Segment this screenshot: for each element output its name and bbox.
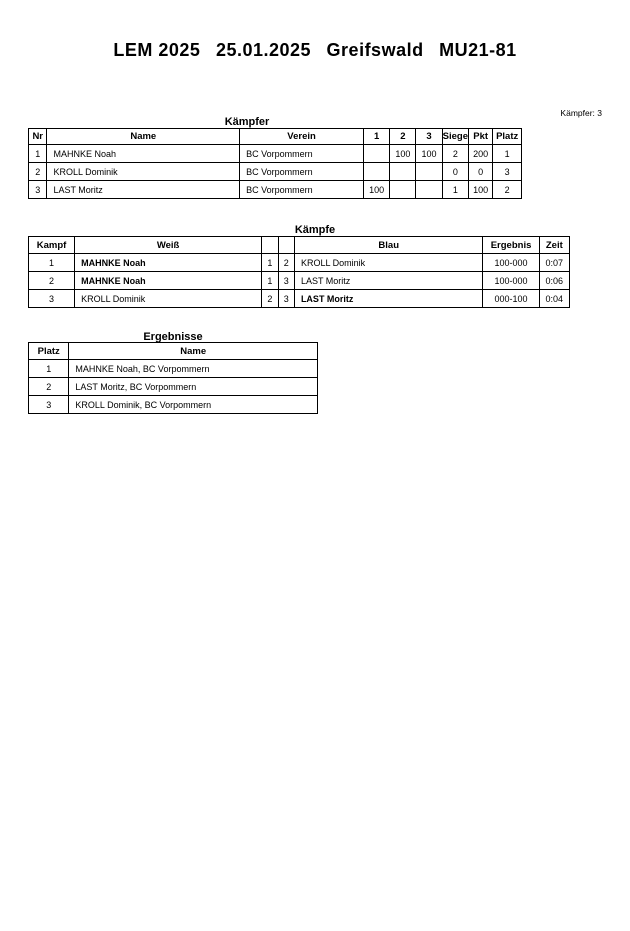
cell-nr: 3: [29, 181, 47, 199]
cell-weiss: MAHNKE Noah: [75, 272, 262, 290]
cell-name: MAHNKE Noah, BC Vorpommern: [69, 360, 318, 378]
event-category: MU21-81: [439, 40, 517, 60]
cell-zeit: 0:04: [539, 290, 569, 308]
col-round-3: 3: [416, 129, 442, 145]
col-weiss-nr: [262, 237, 278, 254]
table-row: [29, 360, 318, 378]
cell-blau-nr: 3: [278, 290, 294, 308]
col-name: Name: [69, 343, 318, 360]
cell-r2: [390, 181, 416, 199]
col-blau-nr: [278, 237, 294, 254]
table-row: [29, 181, 522, 199]
page-title: [0, 40, 630, 61]
event-date: 25.01.2025: [215, 40, 312, 60]
cell-pkt: 100: [469, 181, 493, 199]
cell-r3: [416, 181, 442, 199]
col-round-2: 2: [390, 129, 416, 145]
cell-siege: 0: [442, 163, 468, 181]
table-header-row: [29, 129, 522, 145]
col-verein: Verein: [240, 129, 364, 145]
cell-blau: LAST Moritz: [294, 272, 483, 290]
cell-name: LAST Moritz: [47, 181, 240, 199]
cell-blau: KROLL Dominik: [294, 254, 483, 272]
cell-platz: 3: [493, 163, 522, 181]
table-header-row: [29, 343, 318, 360]
table-row: [29, 378, 318, 396]
cell-name: KROLL Dominik: [47, 163, 240, 181]
cell-ergebnis: 100-000: [483, 254, 539, 272]
event-name: LEM 2025: [113, 40, 201, 60]
table-row: [29, 396, 318, 414]
cell-nr: 2: [29, 163, 47, 181]
cell-verein: BC Vorpommern: [240, 163, 364, 181]
col-name: Name: [47, 129, 240, 145]
col-zeit: Zeit: [539, 237, 569, 254]
kaempfe-table: [28, 236, 570, 308]
cell-kampf: 2: [29, 272, 75, 290]
col-platz: Platz: [29, 343, 69, 360]
col-blau: Blau: [294, 237, 483, 254]
kaempfer-section-title: Kämpfer: [224, 116, 270, 128]
cell-ergebnis: 100-000: [483, 272, 539, 290]
kaempfe-section-title: Kämpfe: [294, 224, 336, 236]
col-round-1: 1: [364, 129, 390, 145]
cell-verein: BC Vorpommern: [240, 181, 364, 199]
cell-weiss: KROLL Dominik: [75, 290, 262, 308]
cell-weiss-nr: 2: [262, 290, 278, 308]
cell-verein: BC Vorpommern: [240, 145, 364, 163]
kaempfer-count: Kämpfer: 3: [560, 108, 602, 118]
cell-name: MAHNKE Noah: [47, 145, 240, 163]
cell-r3: 100: [416, 145, 442, 163]
cell-siege: 2: [442, 145, 468, 163]
table-row: [29, 272, 570, 290]
cell-r2: [390, 163, 416, 181]
col-ergebnis: Ergebnis: [483, 237, 539, 254]
cell-weiss: MAHNKE Noah: [75, 254, 262, 272]
cell-weiss-nr: 1: [262, 272, 278, 290]
cell-blau-nr: 3: [278, 272, 294, 290]
table-row: [29, 254, 570, 272]
cell-weiss-nr: 1: [262, 254, 278, 272]
table-row: [29, 290, 570, 308]
ergebnisse-table: [28, 342, 318, 414]
cell-platz: 3: [29, 396, 69, 414]
cell-r3: [416, 163, 442, 181]
col-nr: Nr: [29, 129, 47, 145]
cell-platz: 2: [29, 378, 69, 396]
cell-r1: 100: [364, 181, 390, 199]
cell-siege: 1: [442, 181, 468, 199]
col-siege: Siege: [442, 129, 468, 145]
cell-platz: 1: [29, 360, 69, 378]
table-row: [29, 163, 522, 181]
col-platz: Platz: [493, 129, 522, 145]
cell-kampf: 1: [29, 254, 75, 272]
cell-nr: 1: [29, 145, 47, 163]
cell-platz: 2: [493, 181, 522, 199]
cell-ergebnis: 000-100: [483, 290, 539, 308]
cell-r2: 100: [390, 145, 416, 163]
cell-blau: LAST Moritz: [294, 290, 483, 308]
cell-pkt: 200: [469, 145, 493, 163]
cell-zeit: 0:06: [539, 272, 569, 290]
kaempfer-table: [28, 128, 522, 199]
col-pkt: Pkt: [469, 129, 493, 145]
col-weiss: Weiß: [75, 237, 262, 254]
col-kampf: Kampf: [29, 237, 75, 254]
cell-pkt: 0: [469, 163, 493, 181]
cell-name: KROLL Dominik, BC Vorpommern: [69, 396, 318, 414]
cell-r1: [364, 145, 390, 163]
table-row: [29, 145, 522, 163]
document-page: [0, 40, 630, 931]
cell-r1: [364, 163, 390, 181]
cell-blau-nr: 2: [278, 254, 294, 272]
ergebnisse-section-title: Ergebnisse: [143, 331, 203, 343]
cell-zeit: 0:07: [539, 254, 569, 272]
cell-name: LAST Moritz, BC Vorpommern: [69, 378, 318, 396]
table-header-row: [29, 237, 570, 254]
event-location: Greifswald: [326, 40, 424, 60]
cell-kampf: 3: [29, 290, 75, 308]
cell-platz: 1: [493, 145, 522, 163]
